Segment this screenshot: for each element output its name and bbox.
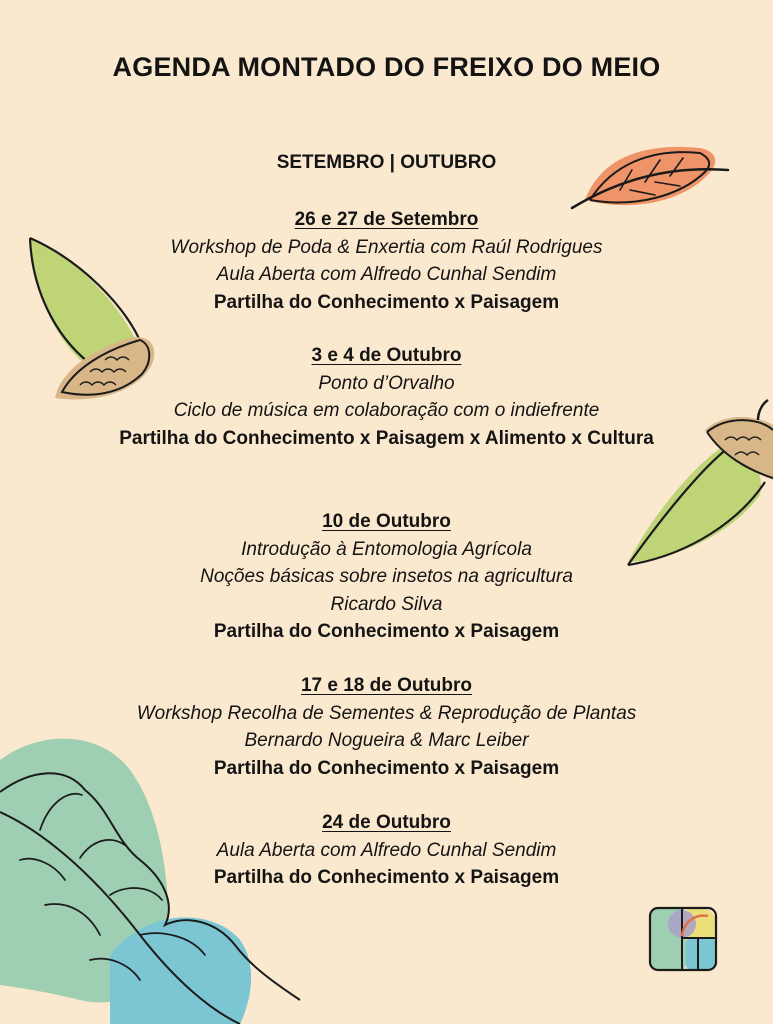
- event-block: [0, 342, 773, 452]
- event-line: Aula Aberta com Alfredo Cunhal Sendim: [216, 264, 557, 285]
- event-date: 3 e 4 de Outubro: [311, 345, 462, 366]
- event-block: [0, 508, 773, 646]
- event-block: [0, 672, 773, 782]
- event-block: [0, 206, 773, 316]
- event-block: [0, 809, 773, 892]
- event-tag: Partilha do Conhecimento x Paisagem: [213, 757, 560, 779]
- event-tag: Partilha do Conhecimento x Paisagem: [213, 867, 560, 888]
- event-line: Ricardo Silva: [330, 593, 443, 615]
- event-line: Aula Aberta com Alfredo Cunhal Sendim: [216, 839, 557, 861]
- event-line: Ponto d’Orvalho: [318, 372, 455, 394]
- event-tag: Partilha do Conhecimento x Paisagem x Alimento x Cultura: [119, 427, 654, 449]
- event-date: 24 de Outubro: [322, 812, 451, 833]
- event-line: Introdução à Entomologia Agrícola: [241, 538, 532, 560]
- event-line: Workshop Recolha de Sementes & Reprodução de Plantas: [136, 702, 637, 724]
- event-date: 17 e 18 de Outubro: [300, 675, 473, 696]
- page-title: AGENDA MONTADO DO FREIXO DO MEIO: [112, 52, 661, 82]
- period-subtitle: SETEMBRO | OUTUBRO: [276, 152, 497, 173]
- event-date: 26 e 27 de Setembro: [294, 209, 479, 230]
- event-date: 10 de Outubro: [322, 511, 451, 532]
- event-line: Workshop de Poda & Enxertia com Raúl Rodrigues: [170, 236, 603, 258]
- event-tag: Partilha do Conhecimento x Paisagem: [213, 621, 560, 642]
- event-line: Noções básicas sobre insetos na agricultura: [200, 566, 573, 587]
- event-line: Bernardo Nogueira & Marc Leiber: [244, 730, 529, 751]
- event-tag: Partilha do Conhecimento x Paisagem: [213, 291, 560, 313]
- event-line: Ciclo de música em colaboração com o indiefrente: [173, 400, 600, 421]
- logo-icon: [646, 902, 724, 976]
